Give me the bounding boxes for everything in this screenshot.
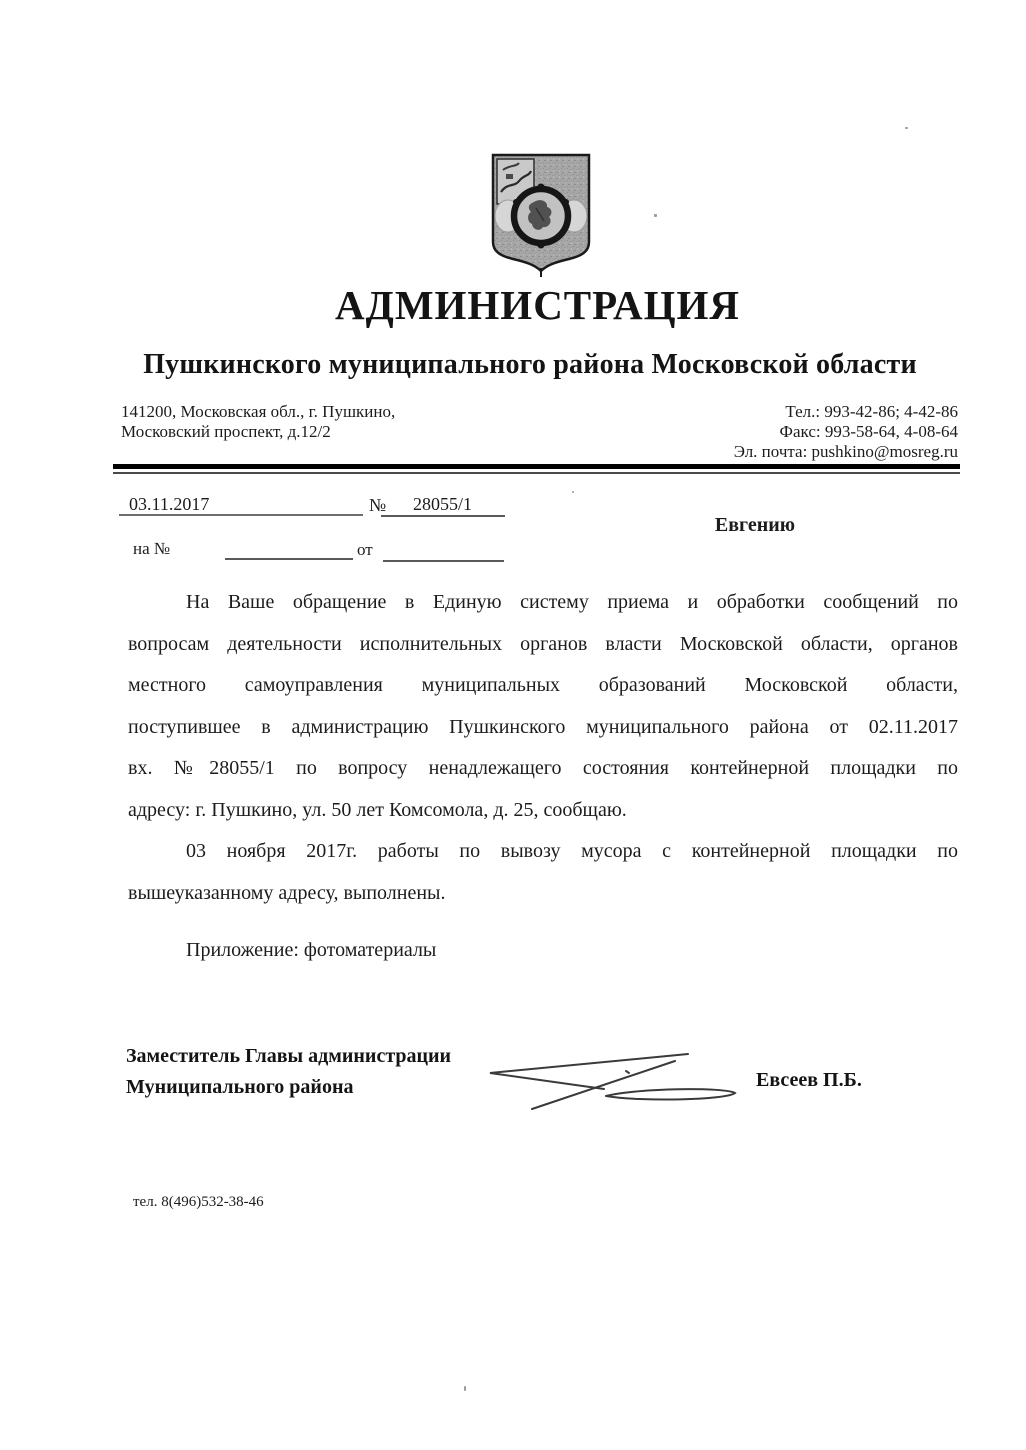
scan-speck: [572, 491, 574, 493]
email-line: Эл. почта: pushkino@mosreg.ru: [733, 442, 958, 461]
org-address: [121, 402, 395, 462]
letterhead-separator-rule: [113, 464, 960, 469]
signatory-name: Евсеев П.Б.: [756, 1069, 862, 1091]
coat-of-arms-icon: [489, 152, 593, 278]
body-line: адресу: г. Пушкино, ул. 50 лет Комсомола, д. 25, сообщаю.: [128, 798, 627, 821]
body-line: вышеуказанному адресу, выполнены.: [128, 881, 446, 904]
body-paragraph-2: [128, 831, 958, 914]
scan-speck: [464, 1386, 466, 1391]
org-subtitle: Пушкинского муниципального района Московской области: [143, 349, 917, 380]
signatory-position-line-2: Муниципального района: [126, 1076, 354, 1098]
body-paragraph-1: [128, 582, 958, 831]
letter-number: 28055/1: [413, 494, 473, 514]
signatory-position-line-1: Заместитель Главы администрации: [126, 1045, 452, 1067]
reply-from-label: от: [357, 540, 373, 559]
footer-phone: тел. 8(496)532-38-46: [133, 1194, 264, 1210]
address-line-1: 141200, Московская обл., г. Пушкино,: [121, 402, 396, 421]
body-line: На Ваше обращение в Единую систему приема и обработки сообщений по: [186, 591, 958, 613]
body-line: вх. №28055/1 по вопросу ненадлежащего состояния контейнерной площадки по: [128, 757, 958, 779]
signatory-position: [126, 1041, 451, 1103]
org-contacts: [734, 402, 958, 462]
scan-speck: [654, 214, 657, 217]
reply-date-underline: [383, 560, 504, 562]
attachment-line: Приложение: фотоматериалы: [186, 939, 437, 961]
letterhead-separator-rule-thin: [113, 472, 960, 474]
date-underline: [119, 514, 363, 516]
letterhead-contact-block: [121, 402, 958, 462]
reply-to-label: на №: [133, 539, 171, 558]
fax-line: Факс: 993-58-64, 4-08-64: [779, 422, 958, 441]
letter-body: [128, 582, 958, 914]
body-line: поступившее в администрацию Пушкинского муниципального района от 02.11.2017: [128, 715, 958, 738]
phone-line: Тел.: 993-42-86; 4-42-86: [785, 402, 958, 421]
number-sign: №: [369, 495, 387, 515]
scan-speck: [905, 127, 908, 129]
handwritten-signature: [483, 1048, 743, 1116]
address-line-2: Московский проспект, д.12/2: [121, 422, 331, 441]
body-line: местного самоуправления муниципальных образований Московской области,: [128, 674, 958, 696]
letter-date: 03.11.2017: [129, 494, 210, 514]
number-underline: [381, 515, 505, 517]
org-title: АДМИНИСТРАЦИЯ: [335, 282, 740, 328]
reply-number-underline: [225, 558, 353, 560]
body-line: 03 ноября 2017г. работы по вывозу мусора с контейнерной площадки по: [186, 840, 958, 862]
addressee-name: Евгению: [714, 514, 796, 536]
body-line: вопросам деятельности исполнительных органов власти Московской области, органов: [128, 632, 958, 655]
